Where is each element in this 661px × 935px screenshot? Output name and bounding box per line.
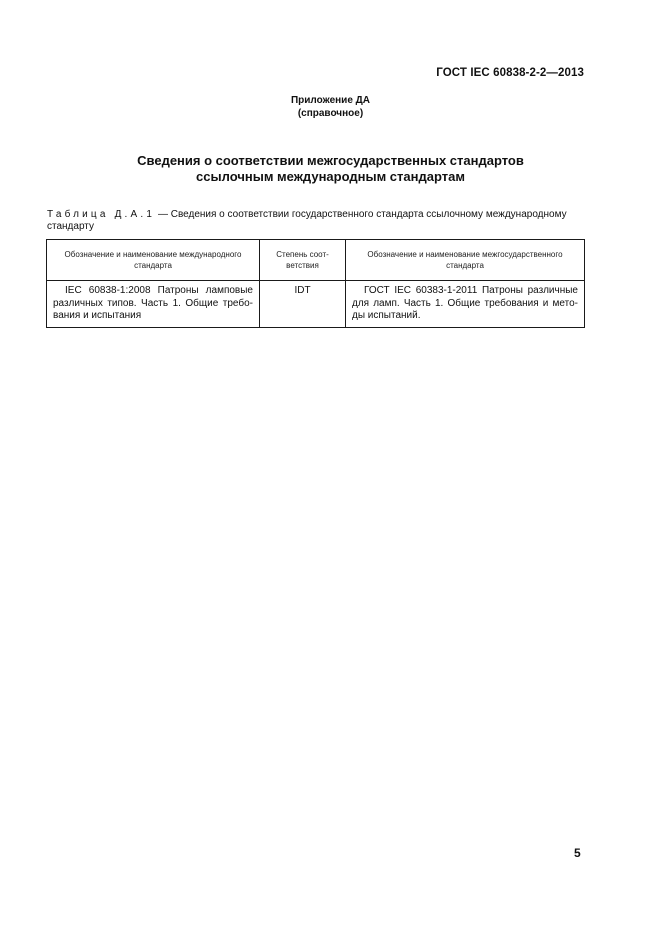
table-caption-dash: —	[157, 209, 168, 220]
table-row	[47, 281, 585, 328]
page-number: 5	[574, 846, 581, 860]
header-degree-of-correspondence: Степень соот-ветствия	[260, 240, 346, 281]
main-title-line-1: Сведения о соответствии межгосударственных стандартов	[137, 153, 524, 168]
cell-interstate-standard: ГОСТ IEC 60383-1-2011 Патроны различные для ламп. Часть 1. Общие требования и мето-ды испытаний.	[346, 281, 585, 328]
main-title	[0, 153, 661, 185]
header-interstate-standard: Обозначение и наименование межгосударственного стандарта	[346, 240, 585, 281]
document-code: ГОСТ IEC 60838-2-2—2013	[436, 67, 584, 79]
table-header-row	[47, 240, 585, 281]
cell-international-standard: IEC 60838-1:2008 Патроны ламповые различных типов. Часть 1. Общие требо-вания и испытания	[47, 281, 260, 328]
table-caption-label: Таблица Д.А.1	[47, 209, 156, 220]
appendix-heading	[0, 94, 661, 120]
correspondence-table	[46, 239, 585, 328]
appendix-title: Приложение ДА	[290, 95, 371, 106]
main-title-line-2: ссылочным международным стандартам	[196, 169, 465, 184]
table-caption	[47, 209, 592, 233]
table-caption-text: Сведения о соответствии государственного стандарта ссылочному международному стандарту	[47, 209, 567, 232]
cell-degree-of-correspondence: IDT	[260, 281, 346, 328]
header-international-standard: Обозначение и наименование международного стандарта	[47, 240, 260, 281]
appendix-subtitle: (справочное)	[297, 108, 364, 119]
